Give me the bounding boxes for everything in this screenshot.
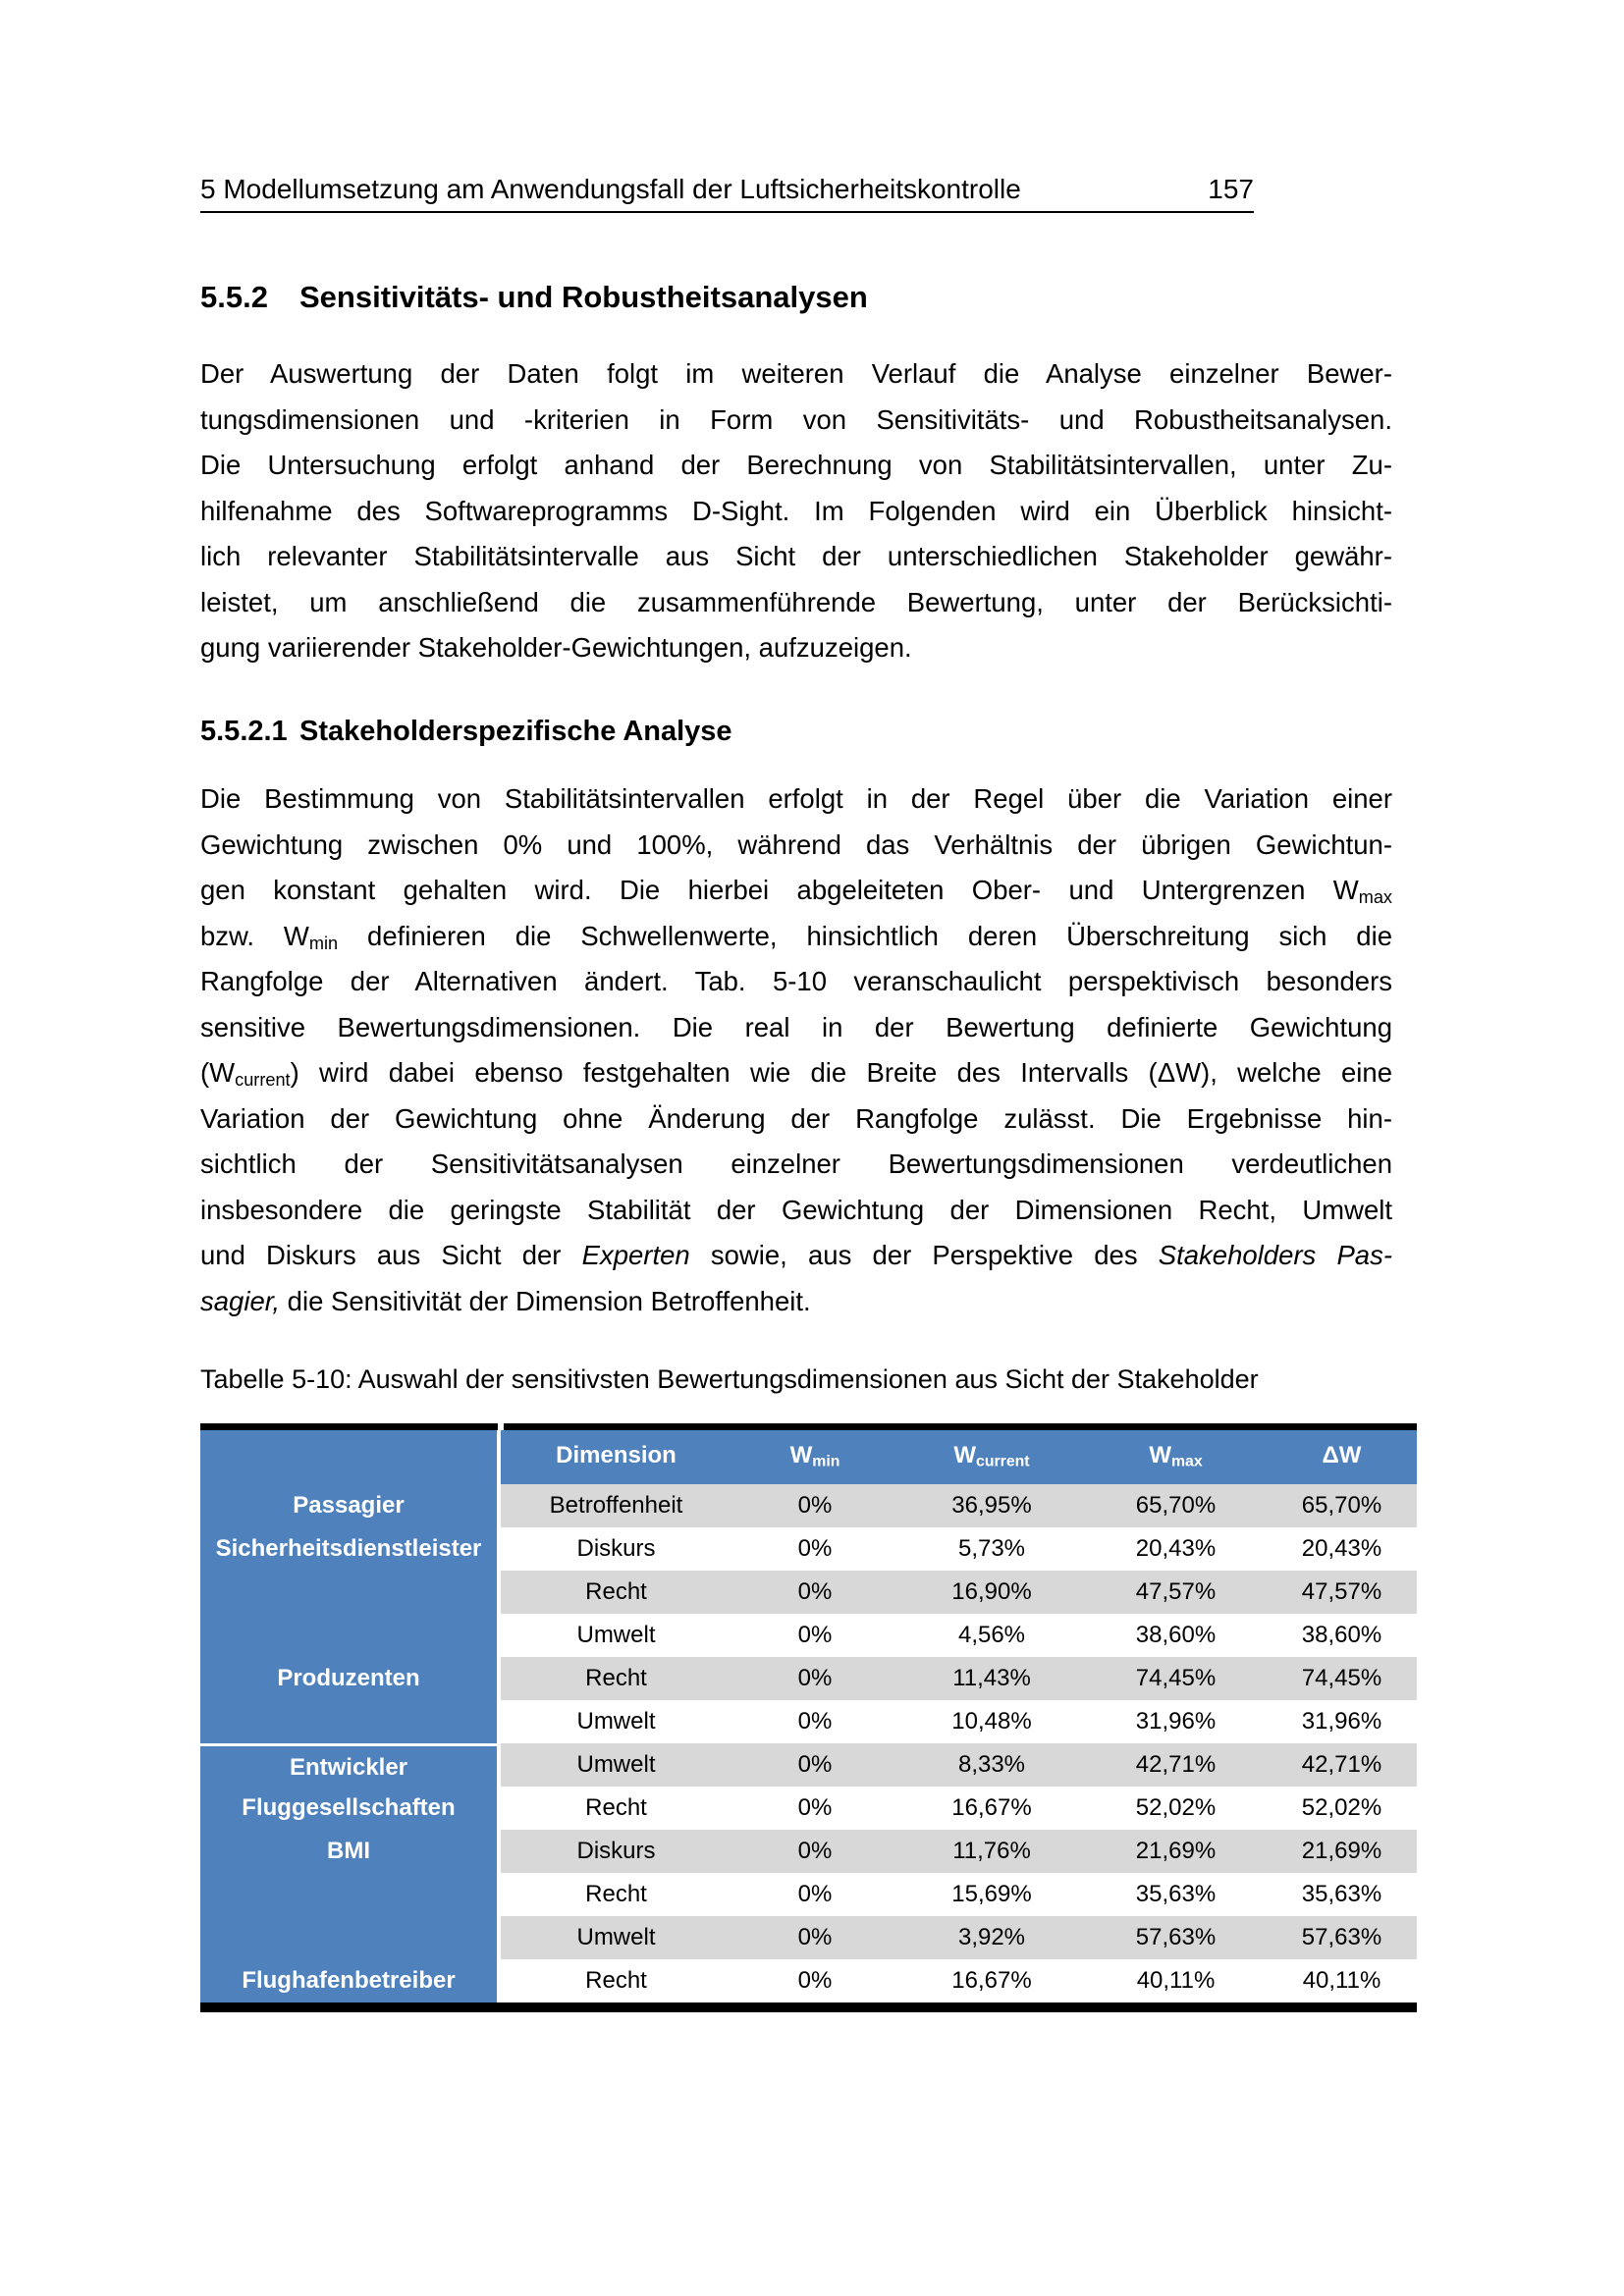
stakeholder-cell — [200, 1873, 501, 1916]
text-segment: sichtlich der Sensitivitätsanalysen einzelner Bewertungsdimensionen verdeutlichen — [200, 1148, 1392, 1179]
wcurrent-cell: 5,73% — [898, 1527, 1085, 1571]
dimension-cell: Recht — [501, 1571, 731, 1614]
dimension-cell: Umwelt — [501, 1614, 731, 1657]
text-segment: insbesondere die geringste Stabilität der Gewichtung der Dimensionen Recht, Umwelt — [200, 1194, 1392, 1225]
wmax-cell: 57,63% — [1085, 1916, 1267, 1959]
paragraph-line — [200, 580, 1392, 626]
text-segment: (W — [200, 1057, 236, 1088]
dimension-cell: Recht — [501, 1873, 731, 1916]
wmax-cell: 38,60% — [1085, 1614, 1267, 1657]
text-segment: min — [308, 933, 339, 953]
table-row — [200, 1657, 1417, 1700]
dimension-cell: Recht — [501, 1959, 731, 2002]
dw-cell: 74,45% — [1267, 1657, 1417, 1700]
paragraph-line — [200, 959, 1392, 1005]
table-row — [200, 1614, 1417, 1657]
paragraph-line — [200, 776, 1392, 823]
wmin-cell: 0% — [731, 1700, 898, 1743]
wmin-cell: 0% — [731, 1614, 898, 1657]
wmax-cell: 52,02% — [1085, 1787, 1267, 1830]
text-segment: Variation der Gewichtung ohne Änderung der Rangfolge zulässt. Die Ergebnisse hin- — [200, 1102, 1392, 1134]
text-segment: current — [235, 1069, 291, 1090]
text-segment: ) wird dabei ebenso festgehalten wie die Breite des Intervalls (ΔW), welche eine — [290, 1057, 1392, 1088]
stakeholder-cell: Passagier — [200, 1484, 501, 1527]
wmin-cell: 0% — [731, 1873, 898, 1916]
dw-cell: 38,60% — [1267, 1614, 1417, 1657]
page-number: 157 — [1208, 174, 1254, 204]
subscript: current — [976, 1453, 1030, 1470]
dw-cell: 40,11% — [1267, 1959, 1417, 2002]
text-segment: max — [1358, 886, 1392, 907]
dw-cell: 65,70% — [1267, 1484, 1417, 1527]
wcurrent-cell: 16,67% — [898, 1959, 1085, 2002]
table-caption: Tabelle 5-10: Auswahl der sensitivsten Bewertungsdimensionen aus Sicht der Stakeholder — [200, 1364, 1259, 1394]
text-segment: bzw. W — [200, 920, 309, 951]
dimension-cell: Umwelt — [501, 1700, 731, 1743]
dimension-cell: Diskurs — [501, 1527, 731, 1571]
paragraph-line — [200, 1233, 1392, 1279]
table-row — [200, 1959, 1417, 2002]
col-header-wmax: $W_{max}$ — [1085, 1430, 1267, 1490]
paragraph-line — [200, 1050, 1392, 1096]
section-heading-5-5-2 — [200, 280, 868, 315]
table-row — [200, 1527, 1417, 1571]
col-header-dimension: Dimension — [501, 1430, 731, 1490]
text-segment: tungsdimensionen und -kriterien in Form von Sensitivitäts- und Robustheitsanalysen. — [200, 403, 1392, 435]
paragraph-line — [200, 534, 1392, 580]
text-segment: Experten — [581, 1240, 690, 1270]
table-row — [200, 1700, 1417, 1743]
text-segment: und Diskurs aus Sicht der — [200, 1240, 582, 1270]
col-header-wcurrent: $W_{current}$ — [898, 1430, 1085, 1490]
dw-cell: 42,71% — [1267, 1743, 1417, 1789]
wmax-cell: 65,70% — [1085, 1484, 1267, 1527]
body-paragraph-2 — [200, 776, 1392, 1324]
paragraph-line — [200, 625, 1392, 671]
paragraph-line — [200, 1005, 1392, 1051]
dw-cell: 52,02% — [1267, 1787, 1417, 1830]
dimension-cell: Recht — [501, 1657, 731, 1700]
paragraph-line — [200, 489, 1392, 535]
dw-cell: 35,63% — [1267, 1873, 1417, 1916]
text-segment: lich relevanter Stabilitätsintervalle aus Sicht der unterschiedlichen Stakeholder gewähr- — [200, 541, 1392, 571]
stakeholder-cell — [200, 1916, 501, 1959]
stakeholder-cell: Flughafenbetreiber — [200, 1959, 501, 2002]
table-header-row — [200, 1430, 1417, 1484]
stakeholder-cell: Sicherheitsdienstleister — [200, 1527, 501, 1571]
wmin-cell: 0% — [731, 1527, 898, 1571]
dw-cell: 31,96% — [1267, 1700, 1417, 1743]
dimension-cell: Recht — [501, 1787, 731, 1830]
running-header — [200, 175, 1254, 213]
col-header-wmin: $W_{min}$ — [731, 1430, 898, 1490]
wcurrent-cell: 36,95% — [898, 1484, 1085, 1527]
wmin-cell: 0% — [731, 1959, 898, 2002]
wmax-cell: 40,11% — [1085, 1959, 1267, 2002]
stakeholder-cell: Produzenten — [200, 1657, 501, 1700]
text-segment: leistet, um anschließend die zusammenführende Bewertung, unter der Berücksichti- — [200, 586, 1392, 617]
text-segment: Rangfolge der Alternativen ändert. Tab. 5-10 veranschaulicht perspektivisch besonders — [200, 966, 1392, 996]
stakeholder-cell: Fluggesellschaften — [200, 1787, 501, 1830]
wcurrent-cell: 11,43% — [898, 1657, 1085, 1700]
stakeholder-cell — [200, 1571, 501, 1614]
text-segment: gung variierender Stakeholder-Gewichtungen, aufzuzeigen. — [200, 632, 912, 663]
subscript: max — [1170, 1453, 1203, 1470]
wmin-cell: 0% — [731, 1484, 898, 1527]
wcurrent-cell: 16,90% — [898, 1571, 1085, 1614]
stakeholder-cell: Entwickler — [200, 1743, 501, 1789]
table-bottom-rule — [200, 2002, 1417, 2012]
wmax-cell: 21,69% — [1085, 1830, 1267, 1873]
wmax-cell: 74,45% — [1085, 1657, 1267, 1700]
text-segment: gen konstant gehalten wird. Die hierbei abgeleiteten Ober- und Untergrenzen W — [200, 875, 1359, 905]
text-segment: sagier, — [200, 1285, 281, 1316]
wmin-cell: 0% — [731, 1787, 898, 1830]
wmax-cell: 42,71% — [1085, 1743, 1267, 1789]
table-top-rule — [200, 1423, 1417, 1430]
wcurrent-cell: 16,67% — [898, 1787, 1085, 1830]
wmin-cell: 0% — [731, 1743, 898, 1789]
paragraph-line — [200, 398, 1392, 444]
table-row — [200, 1743, 1417, 1787]
dimension-cell: Diskurs — [501, 1830, 731, 1873]
col-header-δw: ΔW — [1267, 1430, 1417, 1490]
text-segment: sensitive Bewertungsdimensionen. Die real in der Bewertung definierte Gewichtung — [200, 1011, 1392, 1042]
wcurrent-cell: 4,56% — [898, 1614, 1085, 1657]
stakeholder-column-header — [200, 1430, 501, 1490]
dw-cell: 57,63% — [1267, 1916, 1417, 1959]
paragraph-line — [200, 868, 1392, 914]
wmin-cell: 0% — [731, 1830, 898, 1873]
wmax-cell: 20,43% — [1085, 1527, 1267, 1571]
text-segment: Stakeholders Pas- — [1158, 1240, 1392, 1270]
table-row — [200, 1873, 1417, 1916]
text-segment: Gewichtung zwischen 0% und 100%, während das Verhältnis der übrigen Gewichtun- — [200, 828, 1392, 860]
section-title: Sensitivitäts- und Robustheitsanalysen — [299, 280, 868, 314]
paragraph-line — [200, 443, 1392, 489]
wmax-cell: 35,63% — [1085, 1873, 1267, 1916]
dimension-cell: Umwelt — [501, 1743, 731, 1789]
wcurrent-cell: 10,48% — [898, 1700, 1085, 1743]
paragraph-line — [200, 914, 1392, 960]
section-heading-5-5-2-1 — [200, 716, 732, 748]
wmax-cell: 31,96% — [1085, 1700, 1267, 1743]
text-segment: hilfenahme des Softwareprogramms D-Sight. Im Folgenden wird ein Überblick hinsicht- — [200, 495, 1392, 526]
dimension-cell: Umwelt — [501, 1916, 731, 1959]
text-segment: sowie, aus der Perspektive des — [689, 1240, 1159, 1270]
paragraph-line — [200, 1142, 1392, 1188]
paragraph-line — [200, 1279, 1392, 1325]
running-header-title: 5 Modellumsetzung am Anwendungsfall der Luftsicherheitskontrolle — [200, 174, 1021, 204]
wmax-cell: 47,57% — [1085, 1571, 1267, 1614]
wcurrent-cell: 15,69% — [898, 1873, 1085, 1916]
text-segment: die Sensitivität der Dimension Betroffenheit. — [280, 1285, 811, 1316]
table-row — [200, 1830, 1417, 1873]
body-paragraph-1 — [200, 351, 1392, 671]
text-segment: Der Auswertung der Daten folgt im weiteren Verlauf die Analyse einzelner Bewer- — [200, 358, 1392, 389]
table-row — [200, 1571, 1417, 1614]
stakeholder-cell: BMI — [200, 1830, 501, 1873]
paragraph-line — [200, 351, 1392, 398]
dw-cell: 20,43% — [1267, 1527, 1417, 1571]
table-row — [200, 1484, 1417, 1527]
table-row — [200, 1787, 1417, 1830]
text-segment: Die Untersuchung erfolgt anhand der Berechnung von Stabilitätsintervallen, unter Zu- — [200, 450, 1392, 480]
stakeholder-cell — [200, 1614, 501, 1657]
dw-cell: 21,69% — [1267, 1830, 1417, 1873]
dw-cell: 47,57% — [1267, 1571, 1417, 1614]
paragraph-line — [200, 1096, 1392, 1143]
wcurrent-cell: 3,92% — [898, 1916, 1085, 1959]
section-number: 5.5.2.1 — [200, 716, 288, 747]
wcurrent-cell: 11,76% — [898, 1830, 1085, 1873]
paragraph-line — [200, 823, 1392, 869]
dimension-cell: Betroffenheit — [501, 1484, 731, 1527]
wcurrent-cell: 8,33% — [898, 1743, 1085, 1789]
wmin-cell: 0% — [731, 1916, 898, 1959]
text-segment: Die Bestimmung von Stabilitätsintervallen erfolgt in der Regel über die Variation einer — [200, 783, 1392, 814]
subscript: min — [812, 1453, 840, 1470]
section-number: 5.5.2 — [200, 280, 268, 314]
wmin-cell: 0% — [731, 1657, 898, 1700]
text-segment: definieren die Schwellenwerte, hinsichtlich deren Überschreitung sich die — [338, 920, 1393, 951]
paragraph-line — [200, 1188, 1392, 1234]
stakeholder-cell — [200, 1700, 501, 1743]
wmin-cell: 0% — [731, 1571, 898, 1614]
table-row — [200, 1916, 1417, 1959]
sensitivity-table — [200, 1423, 1417, 2012]
table-body — [200, 1484, 1417, 2002]
section-title: Stakeholderspezifische Analyse — [299, 716, 732, 747]
